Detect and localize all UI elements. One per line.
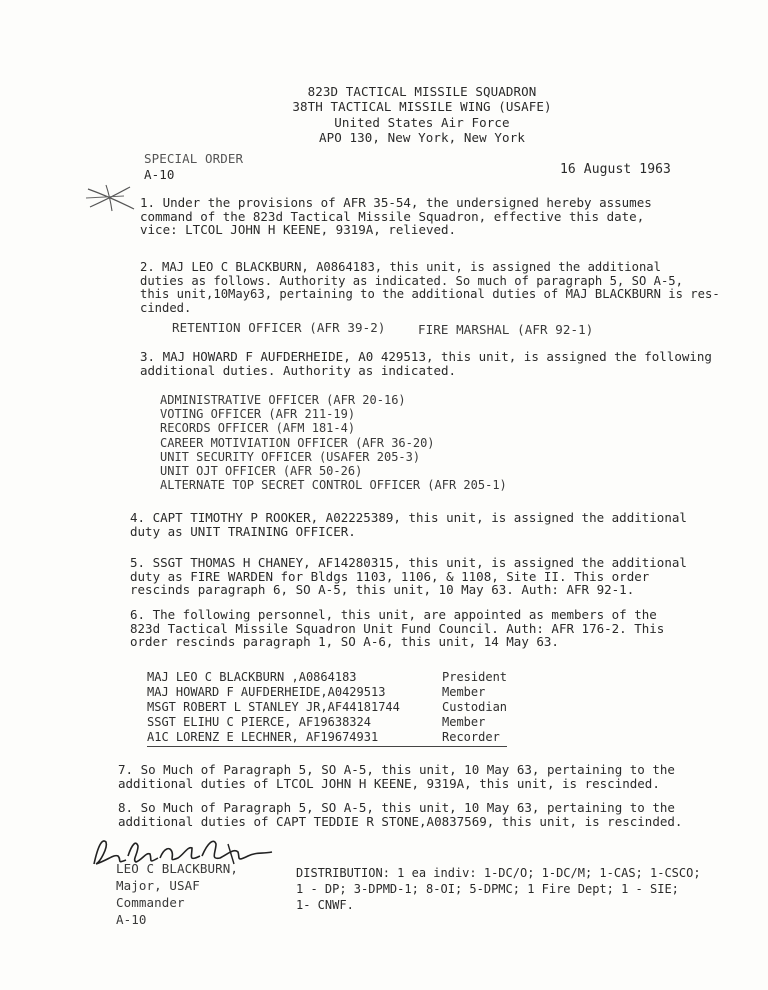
council-row (147, 730, 532, 745)
header-wing: 38TH TACTICAL MISSILE WING (USAFE) (292, 99, 552, 114)
p4-line: duty as UNIT TRAINING OFFICER. (130, 523, 356, 539)
p7-line: additional duties of LTCOL JOHN H KEENE, 9319A, this unit, is rescinded. (118, 775, 660, 791)
p1-line: vice: LTCOL JOHN H KEENE, 9319A, relieved. (140, 222, 457, 237)
distribution-line: DISTRIBUTION: 1 ea indiv: 1-DC/O; 1-DC/M; 1-CAS; 1-CSCO; (296, 866, 701, 880)
signer-unit: A-10 (116, 912, 147, 927)
p4-line: 4. CAPT TIMOTHY P ROOKER, A02225389, this unit, is assigned the additional (130, 510, 687, 525)
p6-line: 823d Tactical Missile Squadron Unit Fund Council. Auth: AFR 176-2. This (130, 620, 665, 636)
p1-line: command of the 823d Tactical Missile Squadron, effective this date, (140, 208, 645, 224)
council-name: MAJ LEO C BLACKBURN ,A0864183 (147, 670, 357, 684)
p7-line: 7. So Much of Paragraph 5, SO A-5, this unit, 10 May 63, pertaining to the (118, 762, 675, 777)
paragraph-4 (130, 511, 690, 538)
duty-item: ADMINISTRATIVE OFFICER (AFR 20-16) (160, 393, 406, 407)
council-row (147, 685, 532, 700)
council-row (147, 670, 532, 685)
council-name: MSGT ROBERT L STANLEY JR,AF44181744 (147, 700, 400, 714)
distribution-line: 1 - DP; 3-DPMD-1; 8-OI; 5-DPMC; 1 Fire Dept; 1 - SIE; (296, 882, 679, 896)
p2-line: this unit,10May63, pertaining to the additional duties of MAJ BLACKBURN is res- (140, 287, 720, 301)
p2-duty-fire-marshal: FIRE MARSHAL (AFR 92-1) (418, 322, 594, 337)
p6-line: 6. The following personnel, this unit, are appointed as members of the (130, 607, 657, 622)
p2-duty-retention: RETENTION OFFICER (AFR 39-2) (172, 320, 386, 335)
p6-line: order rescinds paragraph 1, SO A-6, this unit, 14 May 63. (130, 634, 559, 649)
p8-line: 8. So Much of Paragraph 5, SO A-5, this unit, 10 May 63, pertaining to the (118, 800, 675, 815)
duty-item: RECORDS OFFICER (AFM 181-4) (160, 421, 356, 436)
council-name: A1C LORENZ E LECHNER, AF19674931 (147, 730, 379, 744)
duty-item: UNIT SECURITY OFFICER (USAFER 205-3) (160, 449, 421, 464)
distribution-line: 1- CNWF. (296, 898, 354, 912)
duty-item: CAREER MOTIVIATION OFFICER (AFR 36-20) (160, 435, 435, 450)
paragraph-7 (118, 763, 678, 790)
asterisk-mark-icon (84, 183, 138, 213)
distribution-block (296, 865, 768, 913)
p3-line: additional duties. Authority as indicated. (140, 362, 457, 378)
p2-line: cinded. (140, 300, 192, 315)
p1-line: 1. Under the provisions of AFR 35-54, the undersigned hereby assumes (140, 195, 652, 210)
p8-line: additional duties of CAPT TEDDIE R STONE,A0837569, this unit, is rescinded. (118, 813, 683, 829)
council-role: Member (442, 685, 486, 699)
p5-line: rescinds paragraph 6, SO A-5, this unit, 10 May 63. Auth: AFR 92-1. (130, 582, 635, 597)
signer-rank: Major, USAF (116, 878, 200, 893)
order-number: A-10 (144, 167, 175, 182)
signer-title: Commander (116, 895, 185, 910)
duty-item: VOTING OFFICER (AFR 211-19) (160, 407, 356, 422)
council-row (147, 715, 532, 730)
paragraph-8 (118, 800, 683, 829)
signer-name: LEO C BLACKBURN, (116, 861, 239, 876)
p3-duty-list (160, 393, 507, 492)
paragraph-1 (140, 196, 700, 237)
order-date: 16 August 1963 (560, 162, 671, 177)
council-role: President (442, 670, 508, 684)
duty-item: UNIT OJT OFFICER (AFR 50-26) (160, 464, 363, 479)
order-label: SPECIAL ORDER (144, 151, 244, 166)
p5-line: 5. SSGT THOMAS H CHANEY, AF14280315, this unit, is assigned the additional (130, 555, 687, 570)
duty-item: ALTERNATE TOP SECRET CONTROL OFFICER (AFR 205-1) (160, 478, 507, 493)
p2-line: duties as follows. Authority as indicated. So much of paragraph 5, SO A-5, (140, 273, 683, 288)
council-row (147, 700, 532, 715)
paragraph-3 (140, 349, 712, 378)
council-name: MAJ HOWARD F AUFDERHEIDE,A0429513 (147, 685, 386, 699)
council-role: Recorder (442, 730, 500, 744)
paragraph-6 (130, 608, 690, 649)
p5-line: duty as FIRE WARDEN for Bldgs 1103, 1106, & 1108, Site II. This order (130, 568, 650, 584)
paragraph-2 (140, 260, 720, 315)
p2-line: 2. MAJ LEO C BLACKBURN, A0864183, this unit, is assigned the additional (140, 260, 661, 274)
header-air-force: United States Air Force (334, 115, 510, 130)
header-apo: APO 130, New York, New York (319, 130, 525, 145)
header-squadron: 823D TACTICAL MISSILE SQUADRON (307, 84, 537, 99)
council-table (147, 670, 532, 745)
council-name: SSGT ELIHU C PIERCE, AF19638324 (147, 715, 371, 729)
council-underline (147, 746, 507, 747)
paragraph-5 (130, 556, 690, 597)
council-role: Member (442, 715, 486, 729)
p3-line: 3. MAJ HOWARD F AUFDERHEIDE, A0 429513, this unit, is assigned the following (140, 349, 712, 364)
council-role: Custodian (442, 700, 508, 714)
